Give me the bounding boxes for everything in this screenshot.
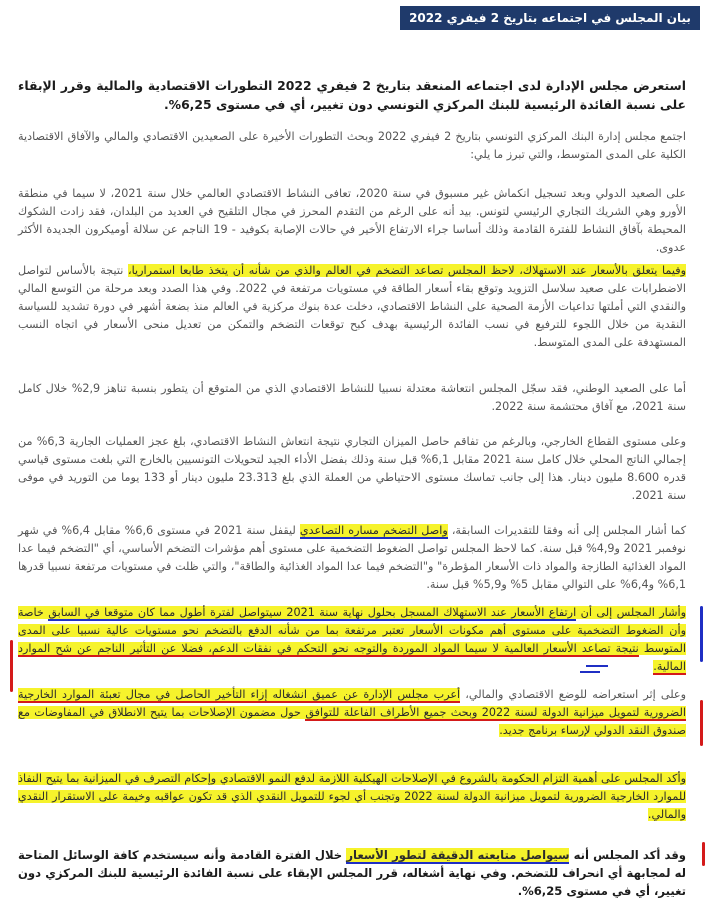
paragraph-structural-reforms <box>18 770 686 824</box>
highlight-imf-negotiations: حول مضمون الإصلاحات بما يتيح الانطلاق في المفاوضات مع صندوق النقد الدولي لإرساء برنامج جديد. <box>18 706 686 737</box>
closing-middle: خلال الفترة القادمة وأنه سيستخدم كافة الوسائل المتاحة له لمجابهة أي انحراف للتضخم. وفي نهاية أشغاله، <box>18 848 686 880</box>
underline-dash <box>586 665 608 667</box>
paragraph-external-funding-intro: وعلى إثر استعراضه للوضع الاقتصادي والمالي، <box>460 688 686 701</box>
paragraph-international: على الصعيد الدولي وبعد تسجيل انكماش غير مسبوق في سنة 2020، تعافى النشاط الاقتصادي العالمي خلال سنة 2021، لا سيما في منطقة الأورو وهي الشريك التجاري الرئيسي لتونس. بيد أنه على الرغم من التقدم المحرز في مجال التلقيح في العديد من البلدان، فقد زادت الشكوك المحيطة بآفاق النشاط للفترة القادمة وذلك أساسا جراء الارتفاع الأخير في حالات الإصابة بكوفيد - 19 الناجم عن سلالة أوميكرون الجديدة الأكثر عدوى. <box>18 187 687 254</box>
margin-mark-red-closing <box>702 842 705 866</box>
highlight-monitor-prices: سيواصل متابعته الدقيقة لتطور الأسعار <box>346 848 570 862</box>
paragraph-external-funding <box>18 686 686 740</box>
paragraph-consumer-prices <box>18 262 686 352</box>
closing-paragraph <box>18 846 686 900</box>
margin-mark-red-left <box>10 640 13 692</box>
paragraph-inflation-path-rest: ليقفل سنة 2021 في مستوى 6,6% مقابل 6,4% في شهر نوفمبر 2021 و4,9% قبل سنة. كما لاحظ المجلس تواصل الضغوط التضخمية على مستوى أهم مؤشرات التضخم الأساسي، أي "التضخم فيما عدا المواد الغذائية الطازجة والمواد ذات الأسعار المؤطرة" و"التضخم فيما عدا المواد الغذائية والطاقة"، والتي ظلت في مستويات مرتفعة نسبيا قدرها 6,1% و6,4% على التوالي مقابل 5% و5,9% قبل سنة. <box>18 524 686 591</box>
margin-mark-blue <box>700 606 703 662</box>
margin-mark-red-right <box>700 700 703 746</box>
paragraph-national: أما على الصعيد الوطني، فقد سجّل المجلس انتعاشة معتدلة نسبيا للنشاط الاقتصادي الذي من المتوقع أن يتطور بنسبة تناهز 2,9% خلال كامل سنة 2021، مع آفاق محتشمة سنة 2022. <box>18 382 686 413</box>
highlight-funding-delay: أعرب مجلس الإدارة عن عميق انشغاله إزاء التأخير الحاصل في مجال تعبئة الموارد الخارجية الضرورية لتمويل ميزانية الدولة لسنة 2022 وبحث جميع الأطراف الفاعلة للتوافق <box>18 688 687 719</box>
highlight-price-outlook-intro: وأشار المجلس إلى أن <box>576 606 686 619</box>
highlight-global-prices: نتيجة تصاعد الأسعار العالمية لا سيما المواد الموردة والتوجه نحو التحكم في نفقات الدعم، فضلا عن التأثير الناجم عن شح الموارد المالية. <box>18 642 686 673</box>
highlight-structural-reforms: وأكد المجلس على أهمية التزام الحكومة بالشروع في الإصلاحات الهيكلية اللازمة لدفع النمو الاقتصادي وإحكام التصرف في الميزانية بما يتيح النفاذ للموارد الخارجية الضرورية لتمويل ميزانية الدولة لسنة 2022 وتجنب أي لجوء للتمويل النقدي الذي قد تكون عواقبه وخيمة على الاستقرار النقدي والمالي. <box>18 772 686 821</box>
highlight-inflation-rising: واصل التضخم مساره التصاعدي <box>299 524 448 537</box>
statement-header <box>400 6 700 30</box>
paragraph-consumer-prices-rest: نتيجة بالأساس لتواصل الاضطرابات على صعيد سلاسل التزويد وتوقع بقاء أسعار الطاقة في مستويات مرتفعة في 2022. وفي هذا الصدد وبعد مرحلة من التوسع المالي والنقدي التي أملتها تداعيات الأزمة الصحية على النشاط الاقتصادي، دخلت عدة بنوك مركزية في العالم منذ بضعة أشهر في دورة تشديد للسياسة النقدية من خلال اللجوء للترفيع في نسب الفائدة الرئيسية بهدف كبح توقعات التضخم والتمكن من تعديل منحى الأسعار في اتجاه النسب المستهدفة على المدى المتوسط. <box>18 264 686 349</box>
underline-dash <box>580 671 600 673</box>
highlight-prices-persist: ارتفاع الأسعار عند الاستهلاك المسجل بحلول نهاية سنة 2021 سيتواصل لفترة أطول مما كان متوقعا في السابق <box>48 606 577 619</box>
paragraph-inflation-path-intro: كما أشار المجلس إلى أنه وفقا للتقديرات السابقة، <box>447 524 687 537</box>
closing-decision: قرر المجلس الإبقاء على نسبة الفائدة الرئيسية للبنك المركزي دون تغيير، أي في مستوى 6,25%. <box>18 866 686 898</box>
highlight-price-pressures: خاصة وأن الضغوط التضخمية على مستوى أهم مكونات الأسعار تعتبر مرتفعة بما من شأنه الدفع بالتضخم نحو مستويات عالية نسبيا على المدى المتوسط <box>18 606 686 655</box>
closing-intro: وقد أكد المجلس أنه <box>569 848 686 862</box>
statement-title: بيان المجلس في اجتماعه بتاريخ 2 فيفري 2022 <box>409 11 691 25</box>
paragraph-external-sector: وعلى مستوى القطاع الخارجي، وبالرغم من تفاقم حاصل الميزان التجاري نتيجة انتعاش النشاط الاقتصادي، بلغ عجز العمليات الجارية 6,3% من إجمالي الناتج المحلي خلال كامل سنة 2021 مقابل 6,1% قبل سنة وذلك بفضل الأداء الجيد لتحويلات التونسيين بالخارج التي بلغت مستوى قياسي قدره 8.600 مليون دينار. هذا إلى جانب تماسك مستوى الاحتياطي من العملة الذي بلغ 23.313 مليون دينار أو 133 يوما من التوريد في موفى سنة 2021. <box>18 435 687 502</box>
paragraph-inflation-path <box>18 522 686 594</box>
highlight-global-inflation: وفيما يتعلق بالأسعار عند الاستهلاك، لاحظ المجلس تصاعد التضخم في العالم والذي من شأنه أن يتخذ طابعا استمراريا، <box>127 264 686 277</box>
lead-paragraph: استعرض مجلس الإدارة لدى اجتماعه المنعقد بتاريخ 2 فيفري 2022 التطورات الاقتصادية والمالية وقرر الإبقاء على نسبة الفائدة الرئيسية للبنك المركزي التونسي دون تغيير، أي في مستوى 6,25%. <box>18 78 686 112</box>
paragraph-meeting: اجتمع مجلس إدارة البنك المركزي التونسي بتاريخ 2 فيفري 2022 وبحث التطورات الأخيرة على الصعيدين الاقتصادي والمالي والآفاق الاقتصادية الكلية على المدى المتوسط، والتي تبرز ما يلي: <box>18 130 686 161</box>
